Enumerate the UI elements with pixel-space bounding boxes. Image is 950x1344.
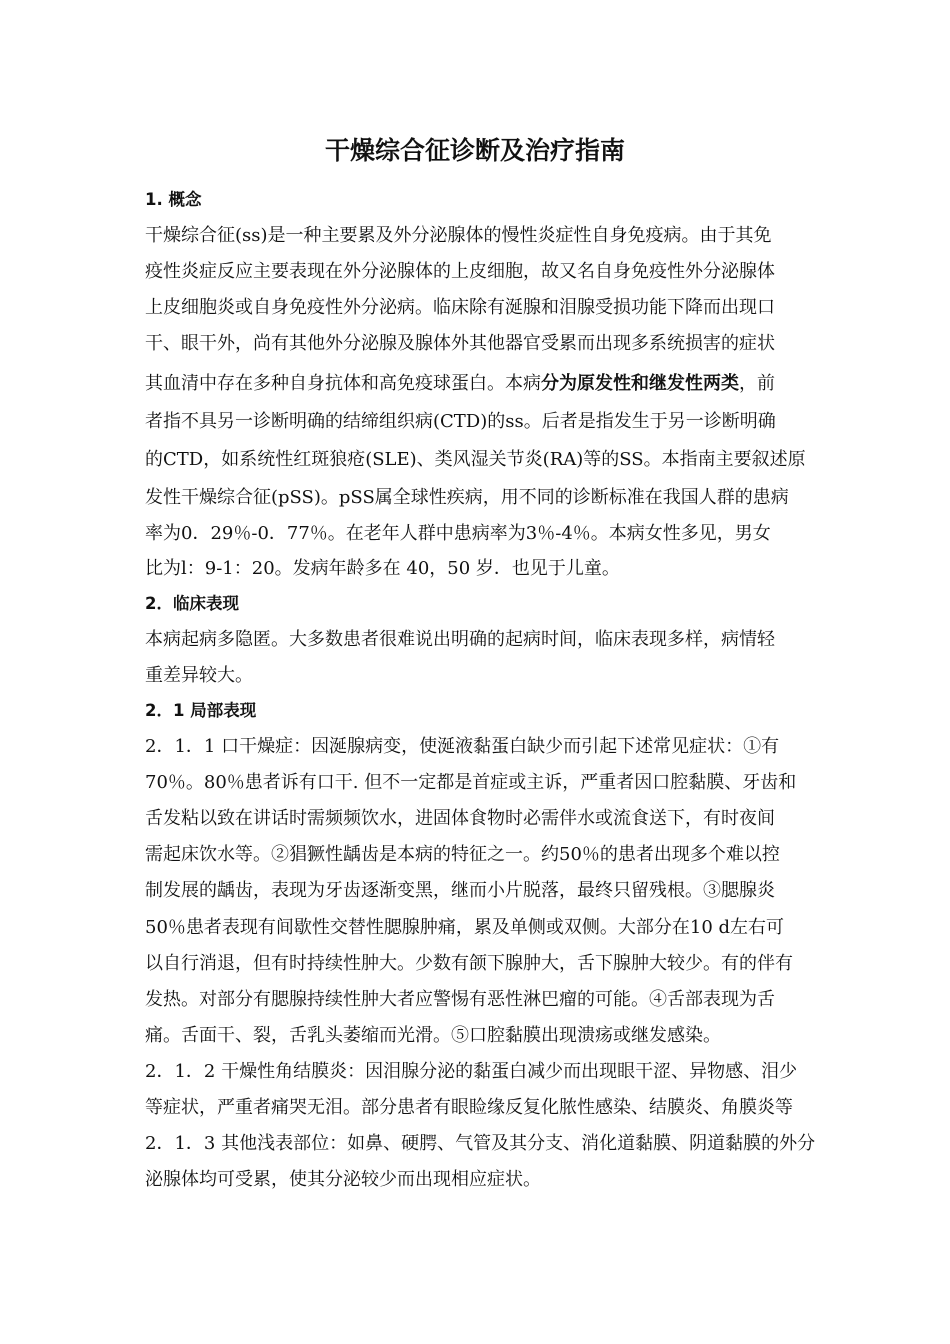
bold-text-run: 分为原发性和继发性两类 (541, 373, 739, 394)
paragraph-line: 干燥综合征(ss)是一种主要累及外分泌腺体的慢性炎症性自身免疫病。由于其免 (145, 225, 772, 246)
section-heading-local: 2．1 局部表现 (145, 701, 257, 720)
paragraph-line: 者指不具另一诊断明确的结缔组织病(CTD)的ss。后者是指发生于另一诊断明确 (145, 411, 776, 432)
paragraph-line: 泌腺体均可受累，使其分泌较少而出现相应症状。 (145, 1169, 541, 1190)
paragraph-line: 2．1．1 口干燥症：因涎腺病变，使涎液黏蛋白缺少而引起下述常见症状：①有 (145, 736, 780, 757)
paragraph-line: 重差异较大。 (145, 665, 253, 686)
paragraph-line: 发热。对部分有腮腺持续性肿大者应警惕有恶性淋巴瘤的可能。④舌部表现为舌 (145, 989, 775, 1010)
paragraph-line: 比为l：9-1：20。发病年龄多在 40，50 岁．也见于儿童。 (145, 558, 620, 579)
paragraph-line: 以自行消退，但有时持续性肿大。少数有颌下腺肿大，舌下腺肿大较少。有的伴有 (145, 953, 793, 974)
paragraph-line (145, 366, 825, 402)
paragraph-line: 发性干燥综合征(pSS)。pSS属全球性疾病，用不同的诊断标准在我国人群的患病 (145, 487, 789, 508)
paragraph-line: 的CTD，如系统性红斑狼疮(SLE)、类风湿关节炎(RA)等的SS。本指南主要叙述原 (145, 449, 806, 470)
paragraph-line: 70％。80％患者诉有口干. 但不一定都是首症或主诉，严重者因口腔黏膜、牙齿和 (145, 772, 797, 793)
paragraph-line: 疫性炎症反应主要表现在外分泌腺体的上皮细胞，故又名自身免疫性外分泌腺体 (145, 261, 775, 282)
paragraph-line: 上皮细胞炎或自身免疫性外分泌病。临床除有涎腺和泪腺受损功能下降而出现口 (145, 297, 775, 318)
section-heading-concept: 1. 概念 (145, 190, 202, 209)
paragraph-line: 50％患者表现有间歇性交替性腮腺肿痛，累及单侧或双侧。大部分在10 d左右可 (145, 917, 785, 938)
section-heading-clinical: 2．临床表现 (145, 594, 239, 613)
paragraph-line: 需起床饮水等。②猖獗性龋齿是本病的特征之一。约50％的患者出现多个难以控 (145, 844, 780, 865)
paragraph-line: 2．1．2 干燥性角结膜炎：因泪腺分泌的黏蛋白减少而出现眼干涩、异物感、泪少 (145, 1061, 798, 1082)
paragraph-line: 本病起病多隐匿。大多数患者很难说出明确的起病时间，临床表现多样，病情轻 (145, 629, 775, 650)
text-run: 其血清中存在多种自身抗体和高免疫球蛋白。本病 (145, 373, 541, 394)
paragraph-line: 制发展的龋齿，表现为牙齿逐渐变黑，继而小片脱落，最终只留残根。③腮腺炎 (145, 880, 775, 901)
document-title: 干燥综合征诊断及治疗指南 (324, 136, 625, 165)
paragraph-line: 等症状，严重者痛哭无泪。部分患者有眼睑缘反复化脓性感染、结膜炎、角膜炎等 (145, 1097, 793, 1118)
paragraph-line: 率为0．29％-0．77％。在老年人群中患病率为3％-4％。本病女性多见，男女 (145, 523, 771, 544)
paragraph-line: 干、眼干外，尚有其他外分泌腺及腺体外其他器官受累而出现多系统损害的症状 (145, 333, 775, 354)
paragraph-line: 2．1．3 其他浅表部位：如鼻、硬腭、气管及其分支、消化道黏膜、阴道黏膜的外分 (145, 1133, 816, 1154)
paragraph-line: 舌发粘以致在讲话时需频频饮水，进固体食物时必需伴水或流食送下，有时夜间 (145, 808, 775, 829)
paragraph-line: 痛。舌面干、裂，舌乳头萎缩而光滑。⑤口腔黏膜出现溃疡或继发感染。 (145, 1025, 721, 1046)
text-run: ，前 (739, 373, 775, 394)
